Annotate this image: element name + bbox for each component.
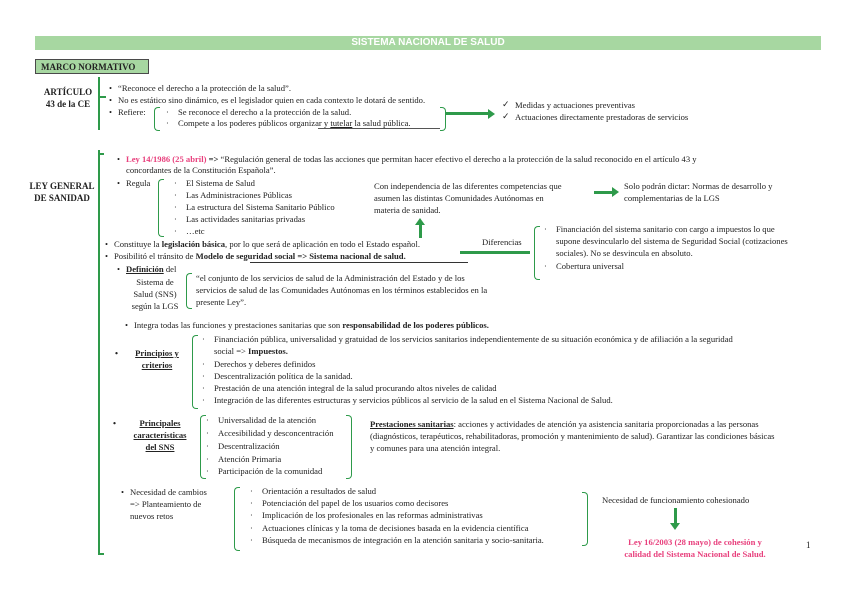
lgs-law-ref: Ley 14/1986 (25 abril) xyxy=(126,154,207,164)
retos-brace-right xyxy=(582,492,588,546)
arrow-down-icon xyxy=(670,523,680,530)
caract-label-1: • Principales xyxy=(122,417,198,429)
diferencias-arrow xyxy=(460,251,530,254)
basica-bold: legislación básica xyxy=(161,239,226,249)
art-bullet-3: • Refiere: xyxy=(118,107,146,118)
def-sub-1: Sistema de xyxy=(136,277,174,287)
regula-item: · …etc xyxy=(186,226,205,237)
principio-5: · Integración de las diferentes estructuras y servicios públicos al servicio de la salud en el Sistema Nacional de Salud. xyxy=(214,395,613,406)
def-sub xyxy=(124,276,186,312)
cohesion-text: Necesidad de funcionamiento cohesionado xyxy=(602,495,750,505)
art-label xyxy=(28,86,108,110)
def-del: del xyxy=(163,264,177,274)
art-check-1: ✓ Medidas y actuaciones preventivas xyxy=(515,100,635,111)
lgs-law-arrow: => xyxy=(208,154,219,164)
def-line xyxy=(126,264,176,275)
prest-label: Prestaciones sanitarias xyxy=(370,419,454,429)
prest-text-1: : acciones y actividades de atención ya asistencia sanitaria proporcionadas a las personas xyxy=(453,419,759,429)
diferencias-brace xyxy=(534,226,540,280)
transito-pre: Posibilitó el tránsito de xyxy=(114,251,196,261)
dif-2: · Cobertura universal xyxy=(556,261,624,272)
caract-label xyxy=(122,417,198,453)
lgs-label-line2: DE SANIDAD xyxy=(34,193,90,203)
def-sub-3: según la LGS xyxy=(131,301,179,311)
caract-item: · Participación de la comunidad xyxy=(218,466,322,477)
art-sub-2-underlined: tutelar xyxy=(330,118,353,128)
art-brace-right xyxy=(440,107,446,131)
art-check-2: ✓ Actuaciones directamente prestadoras de servicios xyxy=(515,112,688,123)
page-banner: SISTEMA NACIONAL DE SALUD xyxy=(35,36,821,50)
integra-pre: Integra todas las funciones y prestaciones sanitarias que son xyxy=(134,320,343,330)
caract-brace-right xyxy=(346,415,352,479)
regula-item: · La estructura del Sistema Sanitario Público xyxy=(186,202,335,213)
retos-brace xyxy=(234,487,240,551)
lgs-label xyxy=(26,180,98,204)
art-underline xyxy=(318,128,440,129)
def-sub-2: Salud (SNS) xyxy=(133,289,177,299)
retos-label-1: • Necesidad de cambios xyxy=(130,486,226,498)
lgs-law-text-1: “Regulación general de todas las acciones que permitan hacer efectivo el derecho a la protección de la salud reconocido en el artículo 43 y xyxy=(218,154,697,164)
art-label-line1: ARTÍCULO xyxy=(43,87,93,97)
retos-label xyxy=(130,486,226,522)
lgs-law-line xyxy=(126,154,697,165)
art-connector xyxy=(98,96,106,98)
dif-1b: supone desvincularlo del sistema de Seguridad Social (cotizaciones xyxy=(556,236,788,246)
art-vline xyxy=(98,77,100,130)
art-sub-2-post: la salud pública. xyxy=(352,118,411,128)
caract-item: · Accesibilidad y desconcentración xyxy=(218,428,334,439)
basica-pre: Constituye la xyxy=(114,239,162,249)
caract-item: · Descentralización xyxy=(218,441,280,452)
def-brace xyxy=(186,273,192,309)
reto-item: · Búsqueda de mecanismos de integración en la atención sanitaria y socio-sanitaria. xyxy=(262,535,544,546)
def-text-3: presente Ley”. xyxy=(196,297,247,307)
art-sub-1: · Se reconoce el derecho a la protección de la salud. xyxy=(178,107,351,118)
caract-label-2: características xyxy=(133,430,187,440)
diferencias-label: Diferencias xyxy=(482,237,522,247)
lgs-top-tick xyxy=(98,153,104,155)
art-brace xyxy=(154,107,160,131)
def-label: Definición xyxy=(126,264,164,274)
principio-4: · Prestación de una atención integral de la salud procurando altos niveles de calidad xyxy=(214,383,497,394)
lgs-regula: • Regula xyxy=(126,178,150,189)
principio-1b-pre: social => xyxy=(214,346,249,356)
arrow-head-icon xyxy=(488,109,495,119)
dif-1c: sociales). No se desvincula en absoluto. xyxy=(556,248,693,258)
page-number: 1 xyxy=(806,540,811,550)
reto-item: · Actuaciones clínicas y la toma de decisiones basada en la evidencia científica xyxy=(262,523,529,534)
art-sub-2-pre: Compete a los poderes públicos organizar y xyxy=(178,118,331,128)
transito-underline xyxy=(250,262,468,263)
regula-item: · Las Administraciones Públicas xyxy=(186,190,292,201)
regula-item: · Las actividades sanitarias privadas xyxy=(186,214,305,225)
reto-item: · Potenciación del papel de los usuarios como decisores xyxy=(262,498,448,509)
prest-line-1 xyxy=(370,419,759,430)
arrow-up-icon xyxy=(415,218,425,225)
indep-line-3: materia de sanidad. xyxy=(374,205,441,215)
arrow-head-icon xyxy=(612,187,619,197)
prest-line-2: (diagnósticos, terapéuticos, rehabilitadoras, promoción y mantenimiento de salud). Garantizar las condiciones básicas xyxy=(370,431,775,441)
down-arrow-shaft xyxy=(674,508,677,524)
caract-item: · Universalidad de la atención xyxy=(218,415,316,426)
indep-line-2: asumen las distintas Comunidades Autónomas en xyxy=(374,193,544,203)
regula-item: · El Sistema de Salud xyxy=(186,178,255,189)
section-header: MARCO NORMATIVO xyxy=(35,59,149,74)
principios-label-2: criterios xyxy=(141,360,173,370)
art-arrow xyxy=(446,112,490,115)
lgs-vline xyxy=(98,150,100,555)
lgs-label-line1: LEY GENERAL xyxy=(29,181,95,191)
transito-bold: Modelo de seguridad social => Sistema nacional de salud. xyxy=(195,251,406,261)
principio-1b-bold: Impuestos. xyxy=(248,346,288,356)
up-arrow-shaft xyxy=(419,224,422,238)
dif-1a: · Financiación del sistema sanitario con cargo a impuestos lo que xyxy=(556,224,775,235)
retos-label-2: => Planteamiento de xyxy=(130,499,202,509)
integra-line xyxy=(134,320,489,331)
ley-cohesion xyxy=(600,536,790,560)
lgs-law-text-2: concordantes de la Constitución Española”. xyxy=(126,165,276,175)
principio-1a: · Financiación pública, universalidad y gratuidad de los servicios sanitarios independientemente de su situación económica y de afiliación a la seguridad xyxy=(214,334,733,345)
principios-brace xyxy=(192,335,198,409)
principio-2: · Derechos y deberes definidos xyxy=(214,359,315,370)
ley-cohesion-2: calidad del Sistema Nacional de Salud. xyxy=(624,549,766,559)
art-bullet-1: • “Reconoce el derecho a la protección de la salud”. xyxy=(118,83,291,94)
caract-item: · Atención Primaria xyxy=(218,454,281,465)
def-text-1: “el conjunto de los servicios de salud de la Administración del Estado y de los xyxy=(196,273,465,283)
def-text-2: servicios de salud de las Comunidades Autónomas en los términos establecidos en la xyxy=(196,285,488,295)
lgs-basica xyxy=(114,239,420,250)
prest-line-3: y comunes para una atención integral. xyxy=(370,443,501,453)
reto-item: · Implicación de los profesionales en las reformas administrativas xyxy=(262,510,483,521)
caract-label-3: del SNS xyxy=(145,442,175,452)
integra-bold: responsabilidad de los poderes públicos. xyxy=(342,320,489,330)
solo-line-2: complementarias de la LGS xyxy=(624,193,720,203)
indep-line-1: Con independencia de las diferentes competencias que xyxy=(374,181,562,191)
regula-brace xyxy=(158,179,164,237)
principios-label xyxy=(124,347,190,371)
art-bullet-2: • No es estático sino dinámico, es el legislador quien en cada contexto le dotará de sentido. xyxy=(118,95,425,106)
retos-label-3: nuevos retos xyxy=(130,511,174,521)
lgs-bottom-tick xyxy=(98,553,104,555)
lgs-transito xyxy=(114,251,406,262)
reto-item: · Orientación a resultados de salud xyxy=(262,486,376,497)
indep-arrow xyxy=(594,191,614,194)
principio-3: · Descentralización política de la sanidad. xyxy=(214,371,353,382)
principio-1b xyxy=(214,346,288,357)
solo-line-1: Solo podrán dictar: Normas de desarrollo y xyxy=(624,181,773,191)
art-label-line2: 43 de la CE xyxy=(45,99,91,109)
basica-post: , por lo que será de aplicación en todo el Estado español. xyxy=(225,239,420,249)
principios-label-1: • Principios y xyxy=(124,347,190,359)
ley-cohesion-1: Ley 16/2003 (28 mayo) de cohesión y xyxy=(628,537,762,547)
